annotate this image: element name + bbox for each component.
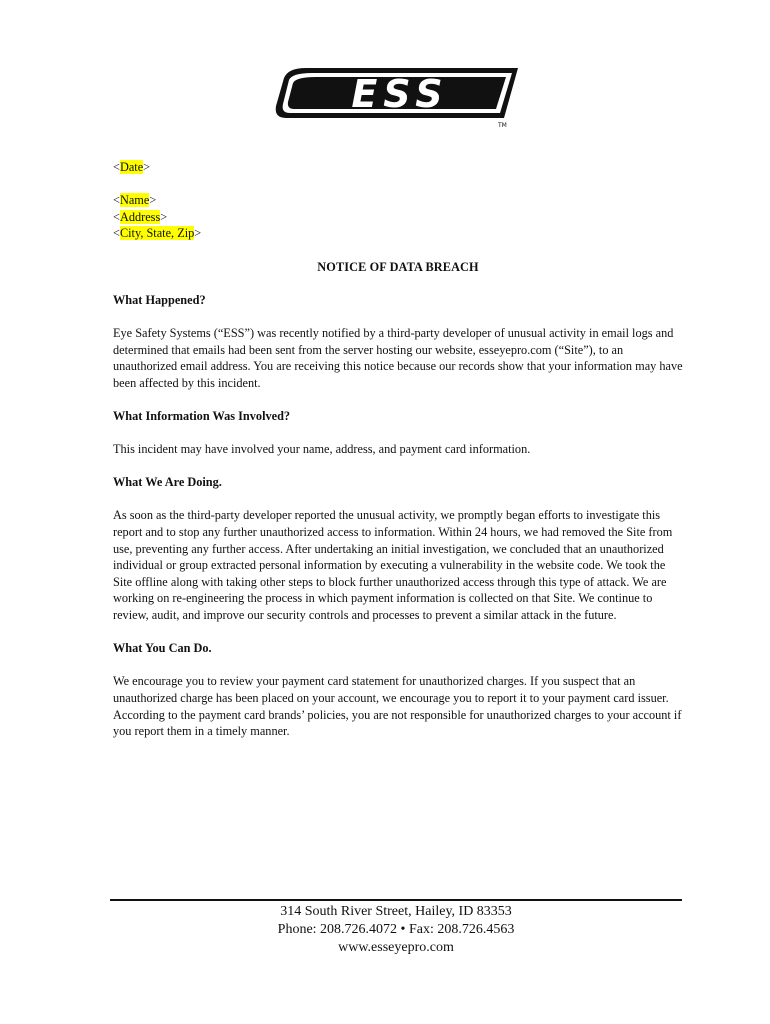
address-line: <Address> <box>113 209 168 224</box>
section-body: As soon as the third-party developer reported the unusual activity, we promptly began efforts to investigate this report and to stop any further unauthorized access to information. Within 24 hours, we had removed the Site from use, preventing any further access. After undertaking an initial investigation, we concluded that an unauthorized individual or group extracted personal information by executing a vulnerability in the website code. We took the Site offline along with taking other steps to block further unauthorized access through this type of attack. We are working on re-engineering the process in which payment information is collected on that Site. We continue to review, audit, and improve our security controls and processes to prevent a similar attack in the future. <box>113 508 673 623</box>
ess-logo <box>272 66 522 130</box>
notice-title: NOTICE OF DATA BREACH <box>317 259 479 274</box>
name-placeholder: Name <box>119 193 150 208</box>
trademark-mark: TM <box>498 122 507 129</box>
city-placeholder: City, State, Zip <box>119 226 195 241</box>
footer-divider <box>110 899 682 901</box>
name-line: <Name> <box>113 193 157 208</box>
section-heading: What You Can Do. <box>113 641 212 656</box>
footer-phone-fax: Phone: 208.726.4072 • Fax: 208.726.4563 <box>277 922 515 937</box>
date-placeholder: Date <box>119 160 144 174</box>
section-body: We encourage you to review your payment card statement for unauthorized charges. If you suspect that an unauthorized charge has been placed on your account, we encourage you to report it to your payment card issuer. According to the payment card brands’ policies, you are not responsible for unauthorized charges to your account if you report them in a timely manner. <box>113 674 682 739</box>
letter-body <box>113 159 683 740</box>
city-line: <City, State, Zip> <box>113 226 202 241</box>
section-body: This incident may have involved your name, address, and payment card information. <box>113 442 531 457</box>
address-placeholder: Address <box>119 209 161 224</box>
section-heading: What Information Was Involved? <box>113 408 291 423</box>
section-body: Eye Safety Systems (“ESS”) was recently notified by a third-party developer of unusual activity in email logs and determined that emails had been sent from the server hosting our website, esseyepro.com (“Site”), to an unauthorized email address. You are receiving this notice because our records show that your information may have been affected by this incident. <box>113 325 683 390</box>
logo-wordmark: ESS <box>351 72 449 116</box>
footer <box>110 903 682 957</box>
date-line: <Date> <box>113 160 151 174</box>
section-heading: What We Are Doing. <box>113 475 222 490</box>
footer-website: www.esseyepro.com <box>338 940 454 955</box>
section-heading: What Happened? <box>113 292 206 307</box>
footer-address: 314 South River Street, Hailey, ID 83353 <box>280 904 512 919</box>
